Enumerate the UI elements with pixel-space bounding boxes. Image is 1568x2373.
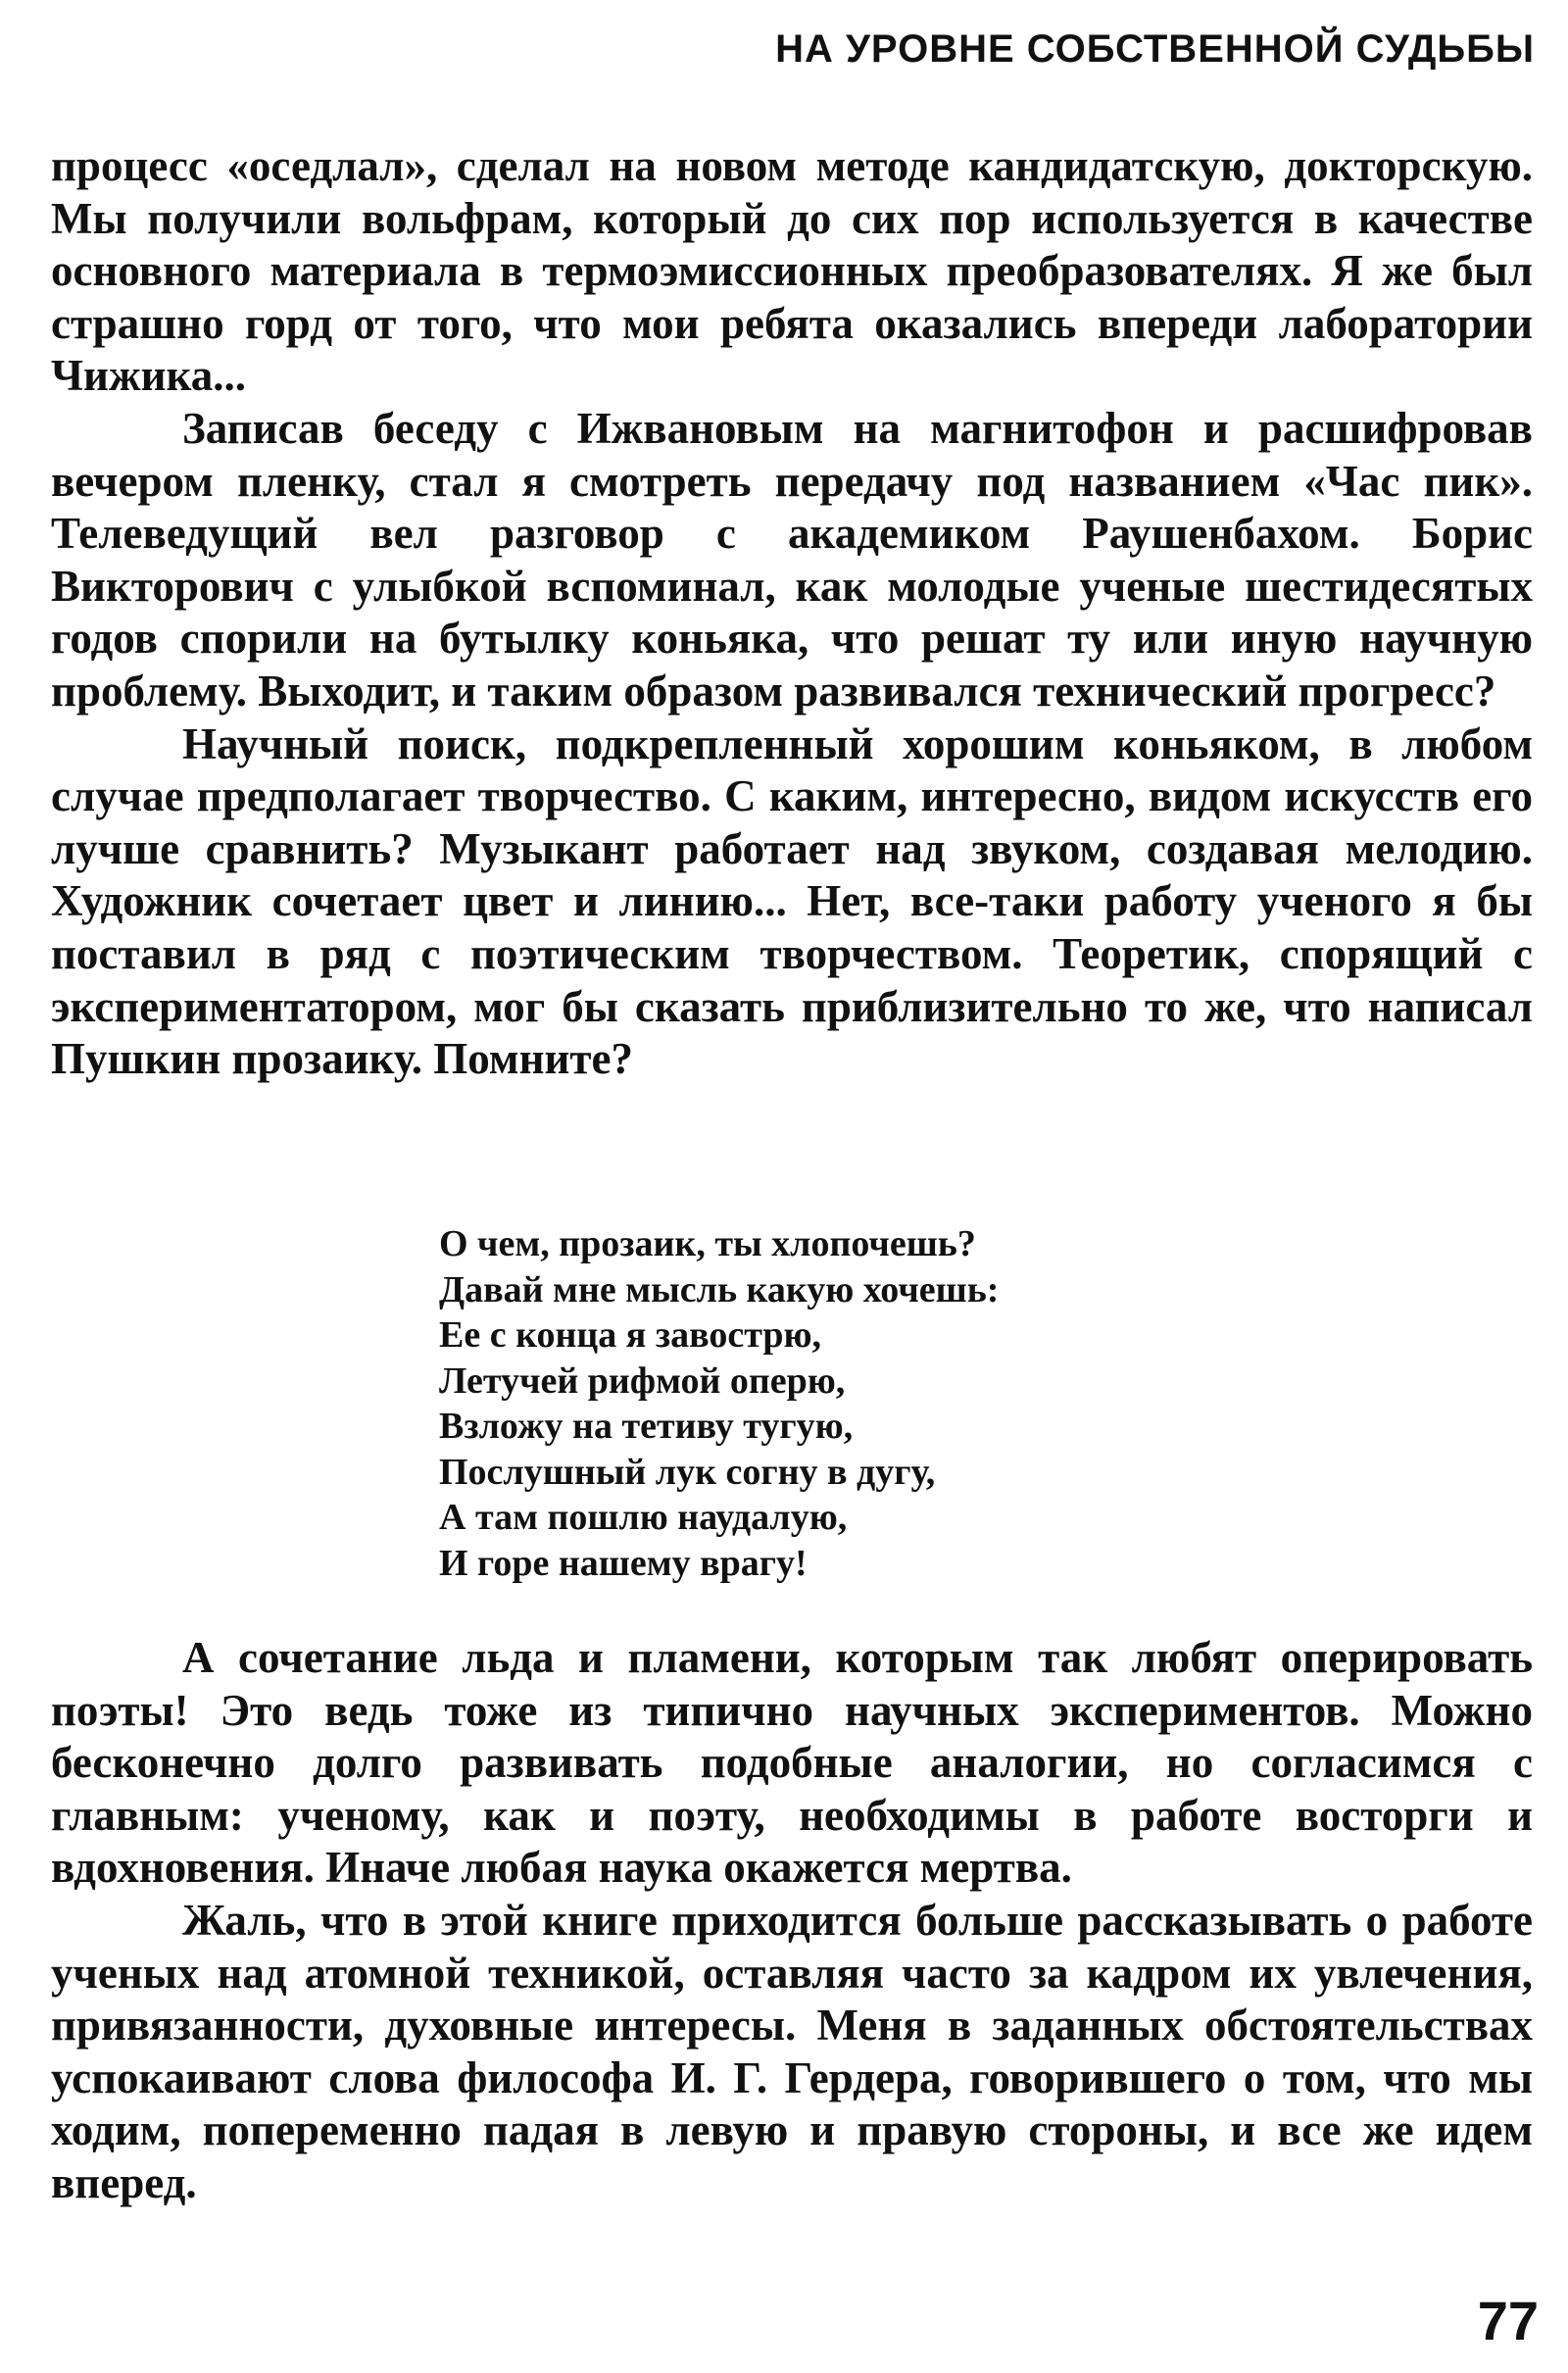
- poem-line: Ее с конца я завострю,: [439, 1314, 822, 1356]
- text-block-bottom: [51, 1632, 1533, 2210]
- poem-line: Взложу на тетиву тугую,: [439, 1406, 854, 1447]
- poem-line: Давай мне мысль какую хочешь:: [439, 1268, 1000, 1310]
- poem-line: А там пошлю наудалую,: [439, 1497, 848, 1538]
- paragraph-interview: Записав беседу с Ижвановым на магнитофон и расшифровав вечером пленку, стал я смотреть передачу под названием «Час пик». Телеведущий вел разговор с академиком Раушенбахом. Борис Викторович с улыбкой вспоминал, как молодые ученые шестидесятых годов спорили на бутылку коньяка, что решат ту или иную научную проблему. Выходит, и таким образом развивался технический прогресс?: [51, 403, 1533, 716]
- page-number: 77: [1477, 2290, 1539, 2351]
- running-title: НА УРОВНЕ СОБСТВЕННОЙ СУДЬБЫ: [775, 27, 1535, 71]
- paragraph-herder: Жаль, что в этой книге приходится больше рассказывать о работе ученых над атомной техникой, оставляя часто за кадром их увлечения, привязанности, духовные интересы. Меня в заданных обстоятельствах успокаивают слова философа И. Г. Гердера, говорившего о том, что мы ходим, попеременно падая в левую и правую стороны, и все же идем вперед.: [51, 1895, 1533, 2207]
- poem-quote: [439, 1221, 1203, 1586]
- poem-line: И горе нашему врагу!: [439, 1542, 808, 1584]
- poem-line: Послушный лук согну в дугу,: [439, 1451, 936, 1493]
- paragraph-continued: процесс «оседлал», сделал на новом методе кандидатскую, докторскую. Мы получили вольфрам, который до сих пор используется в качестве основного материала в термоэмиссионных преобразователях. Я же был страшно горд от того, что мои ребята оказались впереди лаборатории Чижика...: [51, 141, 1533, 401]
- poem-line: О чем, прозаик, ты хлопочешь?: [439, 1223, 976, 1264]
- text-block-top: [51, 140, 1533, 1086]
- poem-line: Летучей рифмой оперю,: [439, 1360, 846, 1402]
- paragraph-ice-and-flame: А сочетание льда и пламени, которым так любят оперировать поэты! Это ведь тоже из типично научных экспериментов. Можно бесконечно долго развивать подобные аналогии, но согласимся с главным: ученому, как и поэту, необходимы в работе восторги и вдохновения. Иначе любая наука окажется мертва.: [51, 1633, 1533, 1893]
- paragraph-creativity: Научный поиск, подкрепленный хорошим коньяком, в любом случае предполагает творчество. С каким, интересно, видом искусств его лучше сравнить? Музыкант работает над звуком, создавая мелодию. Художник сочетает цвет и линию... Нет, все-таки работу ученого я бы поставил в ряд с поэтическим творчеством. Теоретик, спорящий с экспериментатором, мог бы сказать приблизительно то же, что написал Пушкин прозаику. Помните?: [51, 718, 1533, 1084]
